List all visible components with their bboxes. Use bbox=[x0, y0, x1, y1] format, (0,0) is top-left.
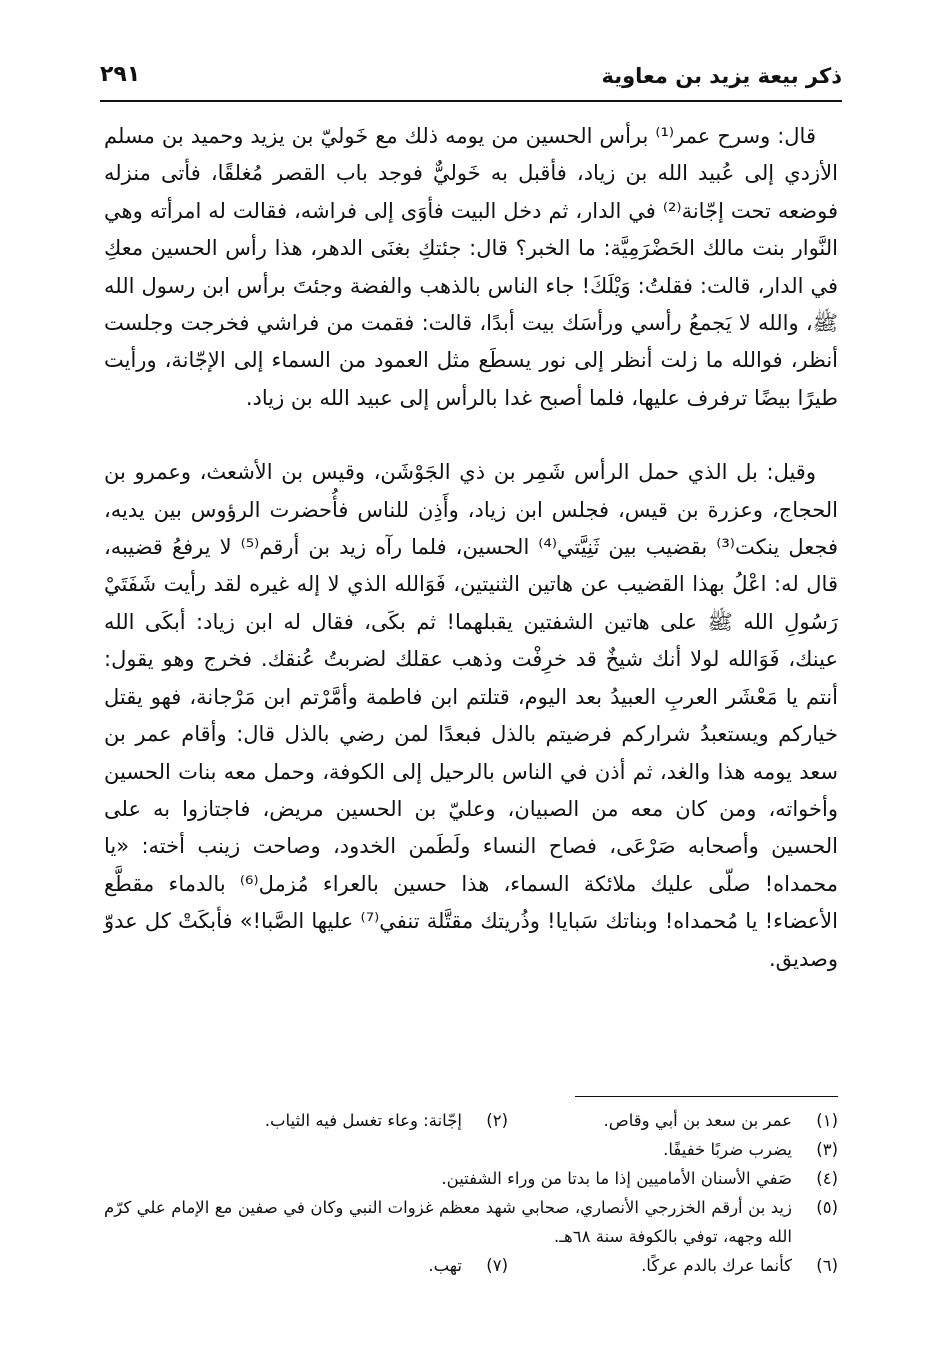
footnote-row bbox=[104, 1135, 838, 1164]
footnote-number: (١) bbox=[816, 1111, 838, 1130]
footnote-text: صَفي الأسنان الأماميين إذا ما بدتا من وراء الشفتين. bbox=[441, 1169, 792, 1188]
footnote-number: (٦) bbox=[816, 1256, 838, 1275]
main-text bbox=[104, 118, 838, 978]
paragraph-2: وقيل: بل الذي حمل الرأس شَمِر بن ذي الجَوْشَن، وقيس بن الأشعث، وعمرو بن الحجاج، وعزرة بن قيس، فجلس ابن زياد، وأَذِن للناس فأُحضرت الرؤوس بين يديه، فجعل ينكت⁽³⁾ بقضيب بين ثَنِيَّتي⁽⁴⁾ الحسين، فلما رآه زيد بن أرقم⁽⁵⁾ لا يرفعُ قضيبه، قال له: اعْلُ بهذا القضيب عن هاتين الثنيتين، فَوَالله الذي لا إله غيره لقد رأيت شَفَتَيْ رَسُولِ الله ﷺ على هاتين الشفتين يقبلهما! ثم بكَى، فقال له ابن زياد: أبكَى الله عينك، فَوَالله لولا أنك شيخٌ قد خرِفْت وذهب عقلك لضربتُ عُنقك. فخرج وهو يقول: أنتم يا مَعْشَر العربِ العبيدُ بعد اليوم، قتلتم ابن فاطمة وأمَّرْتم ابن مَرْجانة، فهو يقتل خياركم ويستعبدُ شراركم فرضيتم بالذل فبعدًا لمن رضي بالذل قال: وأقام عمر بن سعد يومه هذا والغد، ثم أذن في الناس بالرحيل إلى الكوفة، وحمل معه بنات الحسين وأخواته، ومن كان معه من الصبيان، وعليّ بن الحسين مريض، فاجتازوا به على الحسين وأصحابه صَرْعَى، فصاح النساء ولَطَمن الخدود، وصاحت زينب أخته: «يا محمداه! صلّى عليك ملائكة السماء، هذا حسين بالعراء مُزمل⁽⁶⁾ بالدماء مقطَّع الأعضاء! يا مُحمداه! وبناتك سَبايا! وذُريتك مقتَّلة تنفي⁽⁷⁾ عليها الصَّبا!» فأبكَتْ كل عدوّ وصديق. bbox=[104, 460, 838, 971]
footnote-4 bbox=[104, 1164, 838, 1193]
footnote-number: (٧) bbox=[486, 1256, 508, 1275]
page-number: ٢٩١ bbox=[100, 62, 141, 87]
footnote-row bbox=[104, 1193, 838, 1251]
footnote-2 bbox=[104, 1106, 508, 1135]
footnote-row bbox=[104, 1106, 838, 1135]
footnote-7 bbox=[104, 1251, 508, 1280]
footnote-number: (٢) bbox=[486, 1111, 508, 1130]
footnote-text: كأنما عرك بالدم عركًا. bbox=[641, 1256, 792, 1275]
footnote-number: (٥) bbox=[816, 1198, 838, 1217]
footnotes bbox=[104, 1106, 838, 1280]
paragraph-1: قال: وسرح عمر⁽¹⁾ برأس الحسين من يومه ذلك مع خَوليّ بن يزيد وحميد بن مسلم الأزدي إلى عُبيد الله بن زياد، فأقبل به خَوليٌّ فوجد باب القصر مُغلقًا، فأتى منزله فوضعه تحت إجّانة⁽²⁾ في الدار، ثم دخل البيت فأوَى إلى فراشه، فقالت له امرأته وهي النَّوار بنت مالك الحَضْرَمِيَّة: ما الخبر؟ قال: جئتكِ بغنَى الدهر، هذا رأس الحسين معكِ في الدار، قالت: فقلتُ: وَيْلَكَ! جاء الناس بالذهب والفضة وجئتَ برأس ابن رسول الله ﷺ، والله لا يَجمعُ رأسي ورأسَك بيت أبدًا، قالت: فقمت من فراشي فخرجت وجلست أنظر، فوالله ما زلت أنظر إلى نور يسطَع مثل العمود من السماء إلى الإجّانة، ورأيت طيرًا بيضًا ترفرف عليها، فلما أصبح غدا بالرأس إلى عبيد الله بن زياد. bbox=[104, 124, 838, 410]
footnote-number: (٣) bbox=[816, 1140, 838, 1159]
page-header bbox=[100, 58, 842, 98]
footnote-text: يضرب ضربًا خفيفًا. bbox=[663, 1140, 792, 1159]
footnote-text: تهب. bbox=[428, 1256, 462, 1275]
footnote-6 bbox=[508, 1251, 838, 1280]
footnote-1 bbox=[508, 1106, 838, 1135]
footnote-rule bbox=[575, 1096, 838, 1097]
footnote-row bbox=[104, 1251, 838, 1280]
footnote-number: (٤) bbox=[816, 1169, 838, 1188]
footnote-row bbox=[104, 1164, 838, 1193]
header-rule bbox=[100, 100, 842, 102]
footnote-text: عمر بن سعد بن أبي وقاص. bbox=[603, 1111, 792, 1130]
footnote-text: إجّانة: وعاء تغسل فيه الثياب. bbox=[264, 1111, 462, 1130]
footnote-5 bbox=[104, 1193, 838, 1251]
running-title: ذكر بيعة يزيد بن معاوية bbox=[601, 64, 842, 88]
footnote-text: زيد بن أرقم الخزرجي الأنصاري، صحابي شهد معظم غزوات النبي وكان في صفين مع الإمام علي كرّم الله وجهه، توفي بالكوفة سنة ٦٨هـ. bbox=[104, 1198, 792, 1246]
footnote-3 bbox=[104, 1135, 838, 1164]
